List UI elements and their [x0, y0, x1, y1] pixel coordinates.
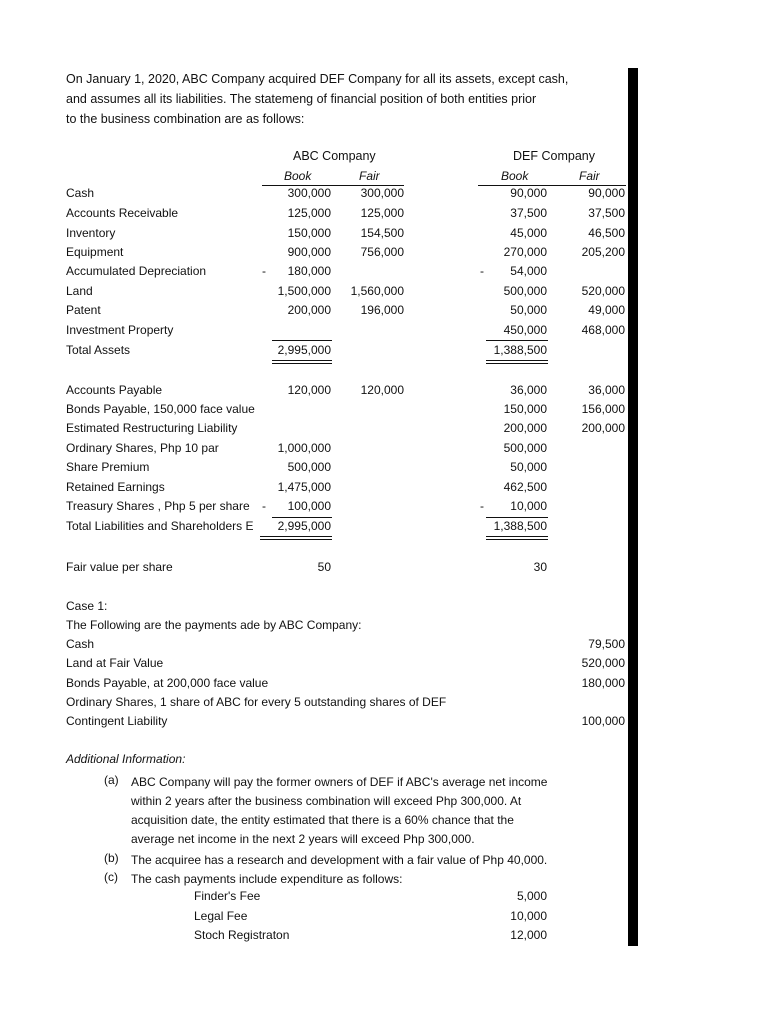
table-row	[0, 402, 768, 421]
item-line: within 2 years after the business combination will exceed Php 300,000. At	[131, 794, 522, 808]
additional-info-title: Additional Information:	[66, 752, 186, 766]
abc-total-double-line	[260, 536, 332, 540]
row-label: Total Liabilities and Shareholders E	[66, 519, 254, 533]
def-book-value: 500,000	[503, 441, 547, 455]
abc-fair-value: 154,500	[360, 226, 404, 240]
def-book-value: 54,000	[510, 264, 547, 278]
row-label: Bonds Payable, 150,000 face value	[66, 402, 255, 416]
abc-book-value: 125,000	[287, 206, 331, 220]
abc-subtotal-line	[272, 517, 332, 518]
row-label: Equipment	[66, 245, 124, 259]
abc-fair-value: 756,000	[360, 245, 404, 259]
def-book-header: Book	[501, 169, 529, 183]
def-book-value: 270,000	[503, 245, 547, 259]
def-book-value: 45,000	[510, 226, 547, 240]
intro-line: to the business combination are as follows:	[66, 112, 305, 126]
intro-paragraph	[66, 69, 606, 129]
row-label: Inventory	[66, 226, 116, 240]
def-minus-sign: -	[480, 499, 484, 513]
item-text	[131, 773, 591, 849]
abc-minus-sign: -	[262, 264, 266, 278]
def-fair-value: 205,200	[581, 245, 625, 259]
abc-subtotal-line	[272, 340, 332, 341]
def-fair-value: 520,000	[581, 284, 625, 298]
item-line: ABC Company will pay the former owners of DEF if ABC's average net income	[131, 775, 548, 789]
case-title: Case 1:	[66, 599, 108, 613]
def-book-value: 450,000	[503, 323, 547, 337]
def-fair-value: 36,000	[588, 383, 625, 397]
def-book-value: 150,000	[503, 402, 547, 416]
abc-book-value: 2,995,000	[277, 519, 331, 533]
def-book-value: 500,000	[503, 284, 547, 298]
def-book-value: 10,000	[510, 499, 547, 513]
row-label: Share Premium	[66, 460, 150, 474]
def-company-header: DEF Company	[513, 149, 595, 163]
item-letter: (b)	[104, 851, 119, 865]
abc-book-value: 500,000	[287, 460, 331, 474]
abc-book-value: 900,000	[287, 245, 331, 259]
def-book-value: 36,000	[510, 383, 547, 397]
def-fair-value: 156,000	[581, 402, 625, 416]
row-label: Total Assets	[66, 343, 131, 357]
row-label: Retained Earnings	[66, 480, 165, 494]
item-line: acquisition date, the entity estimated that there is a 60% chance that the	[131, 813, 514, 827]
def-fair-header: Fair	[579, 169, 600, 183]
abc-book-value: 1,475,000	[277, 480, 331, 494]
table-row	[0, 245, 768, 264]
abc-book-value: 300,000	[287, 186, 331, 200]
case-item-label: Ordinary Shares, 1 share of ABC for every 5 outstanding shares of DEF	[66, 695, 447, 709]
row-label: Estimated Restructuring Liability	[66, 421, 238, 435]
item-letter: (a)	[104, 773, 119, 787]
def-subtotal-line	[486, 517, 548, 518]
table-row	[0, 206, 768, 225]
row-label: Land	[66, 284, 93, 298]
abc-book-value: 1,000,000	[277, 441, 331, 455]
abc-book-value: 150,000	[287, 226, 331, 240]
abc-book-value: 100,000	[287, 499, 331, 513]
table-row	[0, 323, 768, 342]
def-total-double-line	[486, 536, 548, 540]
row-label: Accumulated Depreciation	[66, 264, 207, 278]
def-fair-value: 37,500	[588, 206, 625, 220]
intro-line: and assumes all its liabilities. The statemeng of financial position of both entities prior	[66, 92, 537, 106]
expenditure-value: 5,000	[516, 889, 547, 903]
fair-value-per-share-row	[0, 560, 768, 579]
def-minus-sign: -	[480, 264, 484, 278]
def-book-value: 200,000	[503, 421, 547, 435]
row-label: Investment Property	[66, 323, 174, 337]
case-subtitle: The Following are the payments ade by ABC Company:	[66, 618, 362, 632]
item-text	[131, 851, 591, 870]
expenditure-label: Finder's Fee	[194, 889, 261, 903]
def-book-value: 50,000	[510, 303, 547, 317]
abc-fair-value: 196,000	[360, 303, 404, 317]
abc-book-value: 180,000	[287, 264, 331, 278]
def-fair-value-per-share: 30	[533, 560, 547, 574]
def-book-value: 1,388,500	[493, 343, 547, 357]
case-item-label: Bonds Payable, at 200,000 face value	[66, 676, 269, 690]
table-row	[0, 284, 768, 303]
table-row	[0, 480, 768, 499]
table-row-total	[0, 343, 768, 362]
abc-fair-value: 125,000	[360, 206, 404, 220]
table-row	[0, 460, 768, 479]
def-book-value: 90,000	[510, 186, 547, 200]
case-item-value: 180,000	[581, 676, 625, 690]
def-book-value: 462,500	[503, 480, 547, 494]
item-line: average net income in the next 2 years will exceed Php 300,000.	[131, 832, 475, 846]
abc-book-value: 200,000	[287, 303, 331, 317]
item-line: The acquiree has a research and development with a fair value of Php 40,000.	[131, 853, 548, 867]
case-item-value: 520,000	[581, 656, 625, 670]
case-item-label: Land at Fair Value	[66, 656, 164, 670]
abc-fair-value-per-share: 50	[317, 560, 331, 574]
row-label: Cash	[66, 186, 95, 200]
expenditure-label: Stoch Registraton	[194, 928, 290, 942]
intro-line: On January 1, 2020, ABC Company acquired DEF Company for all its assets, except cash,	[66, 72, 569, 86]
table-row	[0, 186, 768, 205]
def-fair-value: 90,000	[588, 186, 625, 200]
table-row	[0, 303, 768, 322]
def-fair-value: 46,500	[588, 226, 625, 240]
abc-book-value: 1,500,000	[277, 284, 331, 298]
item-letter: (c)	[104, 870, 118, 884]
item-line: The cash payments include expenditure as follows:	[131, 872, 403, 886]
row-label: Accounts Payable	[66, 383, 163, 397]
row-label: Ordinary Shares, Php 10 par	[66, 441, 219, 455]
table-row	[0, 441, 768, 460]
def-subtotal-line	[486, 340, 548, 341]
abc-total-double-line	[272, 360, 332, 364]
table-row	[0, 421, 768, 440]
def-book-value: 1,388,500	[493, 519, 547, 533]
def-fair-value: 200,000	[581, 421, 625, 435]
table-row	[0, 264, 768, 283]
expenditure-label: Legal Fee	[194, 909, 248, 923]
row-label: Fair value per share	[66, 560, 173, 574]
table-row-total	[0, 519, 768, 538]
expenditure-value: 10,000	[510, 909, 547, 923]
abc-minus-sign: -	[262, 499, 266, 513]
def-fair-value: 49,000	[588, 303, 625, 317]
case-item-label: Contingent Liability	[66, 714, 168, 728]
row-label: Patent	[66, 303, 101, 317]
row-label: Treasury Shares , Php 5 per share	[66, 499, 250, 513]
abc-book-value: 2,995,000	[277, 343, 331, 357]
table-row	[0, 226, 768, 245]
expenditure-value: 12,000	[510, 928, 547, 942]
case-item-value: 100,000	[581, 714, 625, 728]
abc-fair-value: 120,000	[360, 383, 404, 397]
table-row	[0, 499, 768, 518]
abc-fair-value: 1,560,000	[350, 284, 404, 298]
table-row	[0, 383, 768, 402]
def-fair-value: 468,000	[581, 323, 625, 337]
item-text	[131, 870, 591, 889]
abc-fair-header: Fair	[359, 169, 380, 183]
abc-book-header: Book	[284, 169, 312, 183]
case-item-value: 79,500	[588, 637, 625, 651]
abc-company-header: ABC Company	[293, 149, 376, 163]
def-book-value: 37,500	[510, 206, 547, 220]
case-item-label: Cash	[66, 637, 95, 651]
abc-fair-value: 300,000	[360, 186, 404, 200]
def-book-value: 50,000	[510, 460, 547, 474]
row-label: Accounts Receivable	[66, 206, 179, 220]
abc-book-value: 120,000	[287, 383, 331, 397]
def-total-double-line	[486, 360, 548, 364]
